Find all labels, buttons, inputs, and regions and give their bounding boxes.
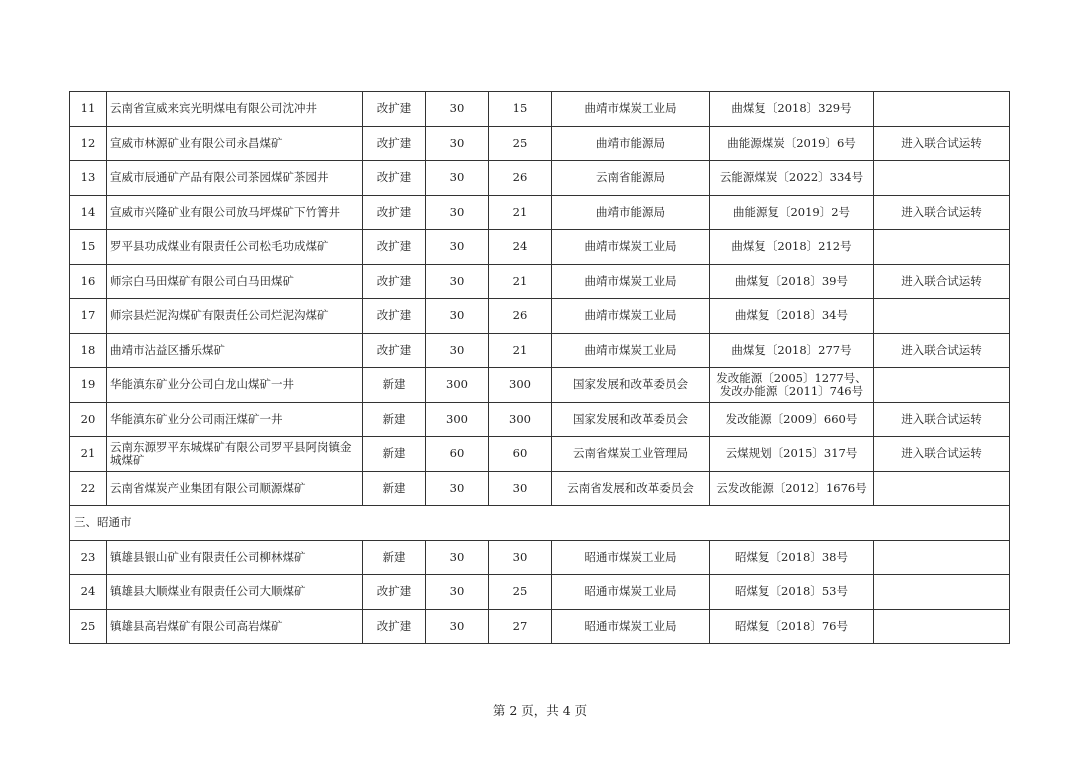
approval-authority: 昭通市煤炭工业局 (552, 609, 710, 644)
approval-document: 曲煤复〔2018〕34号 (710, 299, 874, 334)
mine-name: 师宗白马田煤矿有限公司白马田煤矿 (107, 264, 363, 299)
capacity-approved: 25 (489, 126, 552, 161)
approval-document: 发改能源〔2005〕1277号、发改办能源〔2011〕746号 (710, 368, 874, 403)
mine-name: 镇雄县高岩煤矿有限公司高岩煤矿 (107, 609, 363, 644)
table-row (70, 368, 1010, 403)
row-number: 23 (70, 540, 107, 575)
approval-authority: 昭通市煤炭工业局 (552, 540, 710, 575)
approval-document: 发改能源〔2009〕660号 (710, 402, 874, 437)
capacity-original: 30 (426, 540, 489, 575)
status-note: 进入联合试运转 (874, 126, 1010, 161)
construction-type: 改扩建 (363, 230, 426, 265)
approval-authority: 云南省煤炭工业管理局 (552, 437, 710, 472)
row-number: 11 (70, 92, 107, 127)
mine-name: 曲靖市沾益区播乐煤矿 (107, 333, 363, 368)
status-note (874, 230, 1010, 265)
approval-authority: 云南省能源局 (552, 161, 710, 196)
approval-document: 云发改能源〔2012〕1676号 (710, 471, 874, 506)
mine-name: 镇雄县大顺煤业有限责任公司大顺煤矿 (107, 575, 363, 610)
status-note: 进入联合试运转 (874, 333, 1010, 368)
table-body-section (70, 506, 1010, 541)
capacity-original: 30 (426, 609, 489, 644)
approval-document: 曲煤复〔2018〕329号 (710, 92, 874, 127)
table-row (70, 402, 1010, 437)
capacity-original: 30 (426, 195, 489, 230)
capacity-approved: 26 (489, 161, 552, 196)
table-row (70, 437, 1010, 472)
capacity-approved: 21 (489, 333, 552, 368)
row-number: 17 (70, 299, 107, 334)
approval-document: 曲煤复〔2018〕39号 (710, 264, 874, 299)
capacity-original: 30 (426, 575, 489, 610)
approval-authority: 曲靖市煤炭工业局 (552, 230, 710, 265)
approval-document: 云能源煤炭〔2022〕334号 (710, 161, 874, 196)
mine-name: 宣威市辰通矿产品有限公司茶园煤矿茶园井 (107, 161, 363, 196)
approval-document: 昭煤复〔2018〕38号 (710, 540, 874, 575)
mine-name: 罗平县功成煤业有限责任公司松毛功成煤矿 (107, 230, 363, 265)
construction-type: 新建 (363, 471, 426, 506)
capacity-approved: 24 (489, 230, 552, 265)
approval-authority: 曲靖市能源局 (552, 126, 710, 161)
capacity-approved: 30 (489, 471, 552, 506)
capacity-approved: 300 (489, 402, 552, 437)
table-row (70, 195, 1010, 230)
approval-authority: 曲靖市煤炭工业局 (552, 264, 710, 299)
capacity-original: 30 (426, 299, 489, 334)
approval-authority: 曲靖市能源局 (552, 195, 710, 230)
mine-name: 师宗县烂泥沟煤矿有限责任公司烂泥沟煤矿 (107, 299, 363, 334)
capacity-original: 30 (426, 333, 489, 368)
table-row (70, 92, 1010, 127)
table-row (70, 609, 1010, 644)
approval-document: 昭煤复〔2018〕76号 (710, 609, 874, 644)
construction-type: 新建 (363, 540, 426, 575)
mine-name: 云南省宣威来宾光明煤电有限公司沈冲井 (107, 92, 363, 127)
approval-document: 曲煤复〔2018〕212号 (710, 230, 874, 265)
row-number: 18 (70, 333, 107, 368)
status-note: 进入联合试运转 (874, 195, 1010, 230)
section-title: 三、昭通市 (70, 506, 1010, 541)
table-row (70, 299, 1010, 334)
approval-document: 曲能源煤炭〔2019〕6号 (710, 126, 874, 161)
section-header-row (70, 506, 1010, 541)
construction-type: 新建 (363, 368, 426, 403)
capacity-original: 60 (426, 437, 489, 472)
row-number: 14 (70, 195, 107, 230)
capacity-approved: 27 (489, 609, 552, 644)
mine-name: 云南省煤炭产业集团有限公司顺源煤矿 (107, 471, 363, 506)
mine-name: 宣威市林源矿业有限公司永昌煤矿 (107, 126, 363, 161)
table-row (70, 264, 1010, 299)
approval-authority: 国家发展和改革委员会 (552, 368, 710, 403)
construction-type: 改扩建 (363, 264, 426, 299)
capacity-original: 300 (426, 402, 489, 437)
table-row (70, 575, 1010, 610)
mine-name: 镇雄县银山矿业有限责任公司柳林煤矿 (107, 540, 363, 575)
status-note (874, 368, 1010, 403)
capacity-approved: 60 (489, 437, 552, 472)
approval-authority: 国家发展和改革委员会 (552, 402, 710, 437)
row-number: 15 (70, 230, 107, 265)
construction-type: 改扩建 (363, 299, 426, 334)
construction-type: 改扩建 (363, 92, 426, 127)
mine-name: 华能滇东矿业分公司白龙山煤矿一井 (107, 368, 363, 403)
construction-type: 改扩建 (363, 333, 426, 368)
approval-authority: 曲靖市煤炭工业局 (552, 299, 710, 334)
table-row (70, 161, 1010, 196)
status-note (874, 609, 1010, 644)
status-note: 进入联合试运转 (874, 437, 1010, 472)
construction-type: 新建 (363, 437, 426, 472)
row-number: 24 (70, 575, 107, 610)
construction-type: 改扩建 (363, 195, 426, 230)
status-note (874, 92, 1010, 127)
row-number: 20 (70, 402, 107, 437)
capacity-original: 30 (426, 264, 489, 299)
capacity-original: 30 (426, 471, 489, 506)
approval-document: 云煤规划〔2015〕317号 (710, 437, 874, 472)
row-number: 22 (70, 471, 107, 506)
table-row (70, 333, 1010, 368)
approval-authority: 曲靖市煤炭工业局 (552, 333, 710, 368)
mine-list-table (69, 91, 1010, 644)
approval-document: 昭煤复〔2018〕53号 (710, 575, 874, 610)
status-note: 进入联合试运转 (874, 264, 1010, 299)
row-number: 19 (70, 368, 107, 403)
construction-type: 改扩建 (363, 609, 426, 644)
row-number: 12 (70, 126, 107, 161)
row-number: 25 (70, 609, 107, 644)
capacity-approved: 15 (489, 92, 552, 127)
status-note: 进入联合试运转 (874, 402, 1010, 437)
construction-type: 改扩建 (363, 575, 426, 610)
status-note (874, 575, 1010, 610)
approval-authority: 曲靖市煤炭工业局 (552, 92, 710, 127)
status-note (874, 471, 1010, 506)
capacity-original: 30 (426, 161, 489, 196)
mine-name: 云南东源罗平东城煤矿有限公司罗平县阿岗镇金城煤矿 (107, 437, 363, 472)
row-number: 16 (70, 264, 107, 299)
table-row (70, 126, 1010, 161)
capacity-original: 300 (426, 368, 489, 403)
capacity-approved: 30 (489, 540, 552, 575)
capacity-original: 30 (426, 92, 489, 127)
table-row (70, 540, 1010, 575)
approval-authority: 昭通市煤炭工业局 (552, 575, 710, 610)
construction-type: 改扩建 (363, 161, 426, 196)
table-body-qujing (70, 92, 1010, 506)
page-footer: 第 2 页，共 4 页 (492, 703, 588, 718)
status-note (874, 161, 1010, 196)
table-row (70, 471, 1010, 506)
table-body-zhaotong (70, 540, 1010, 644)
approval-document: 曲煤复〔2018〕277号 (710, 333, 874, 368)
mine-name: 华能滇东矿业分公司雨汪煤矿一井 (107, 402, 363, 437)
status-note (874, 299, 1010, 334)
capacity-approved: 26 (489, 299, 552, 334)
capacity-original: 30 (426, 126, 489, 161)
capacity-approved: 25 (489, 575, 552, 610)
row-number: 21 (70, 437, 107, 472)
capacity-approved: 300 (489, 368, 552, 403)
mine-name: 宣威市兴隆矿业有限公司放马坪煤矿下竹箐井 (107, 195, 363, 230)
table-row (70, 230, 1010, 265)
approval-document: 曲能源复〔2019〕2号 (710, 195, 874, 230)
capacity-approved: 21 (489, 264, 552, 299)
capacity-approved: 21 (489, 195, 552, 230)
construction-type: 改扩建 (363, 126, 426, 161)
capacity-original: 30 (426, 230, 489, 265)
status-note (874, 540, 1010, 575)
construction-type: 新建 (363, 402, 426, 437)
approval-authority: 云南省发展和改革委员会 (552, 471, 710, 506)
row-number: 13 (70, 161, 107, 196)
